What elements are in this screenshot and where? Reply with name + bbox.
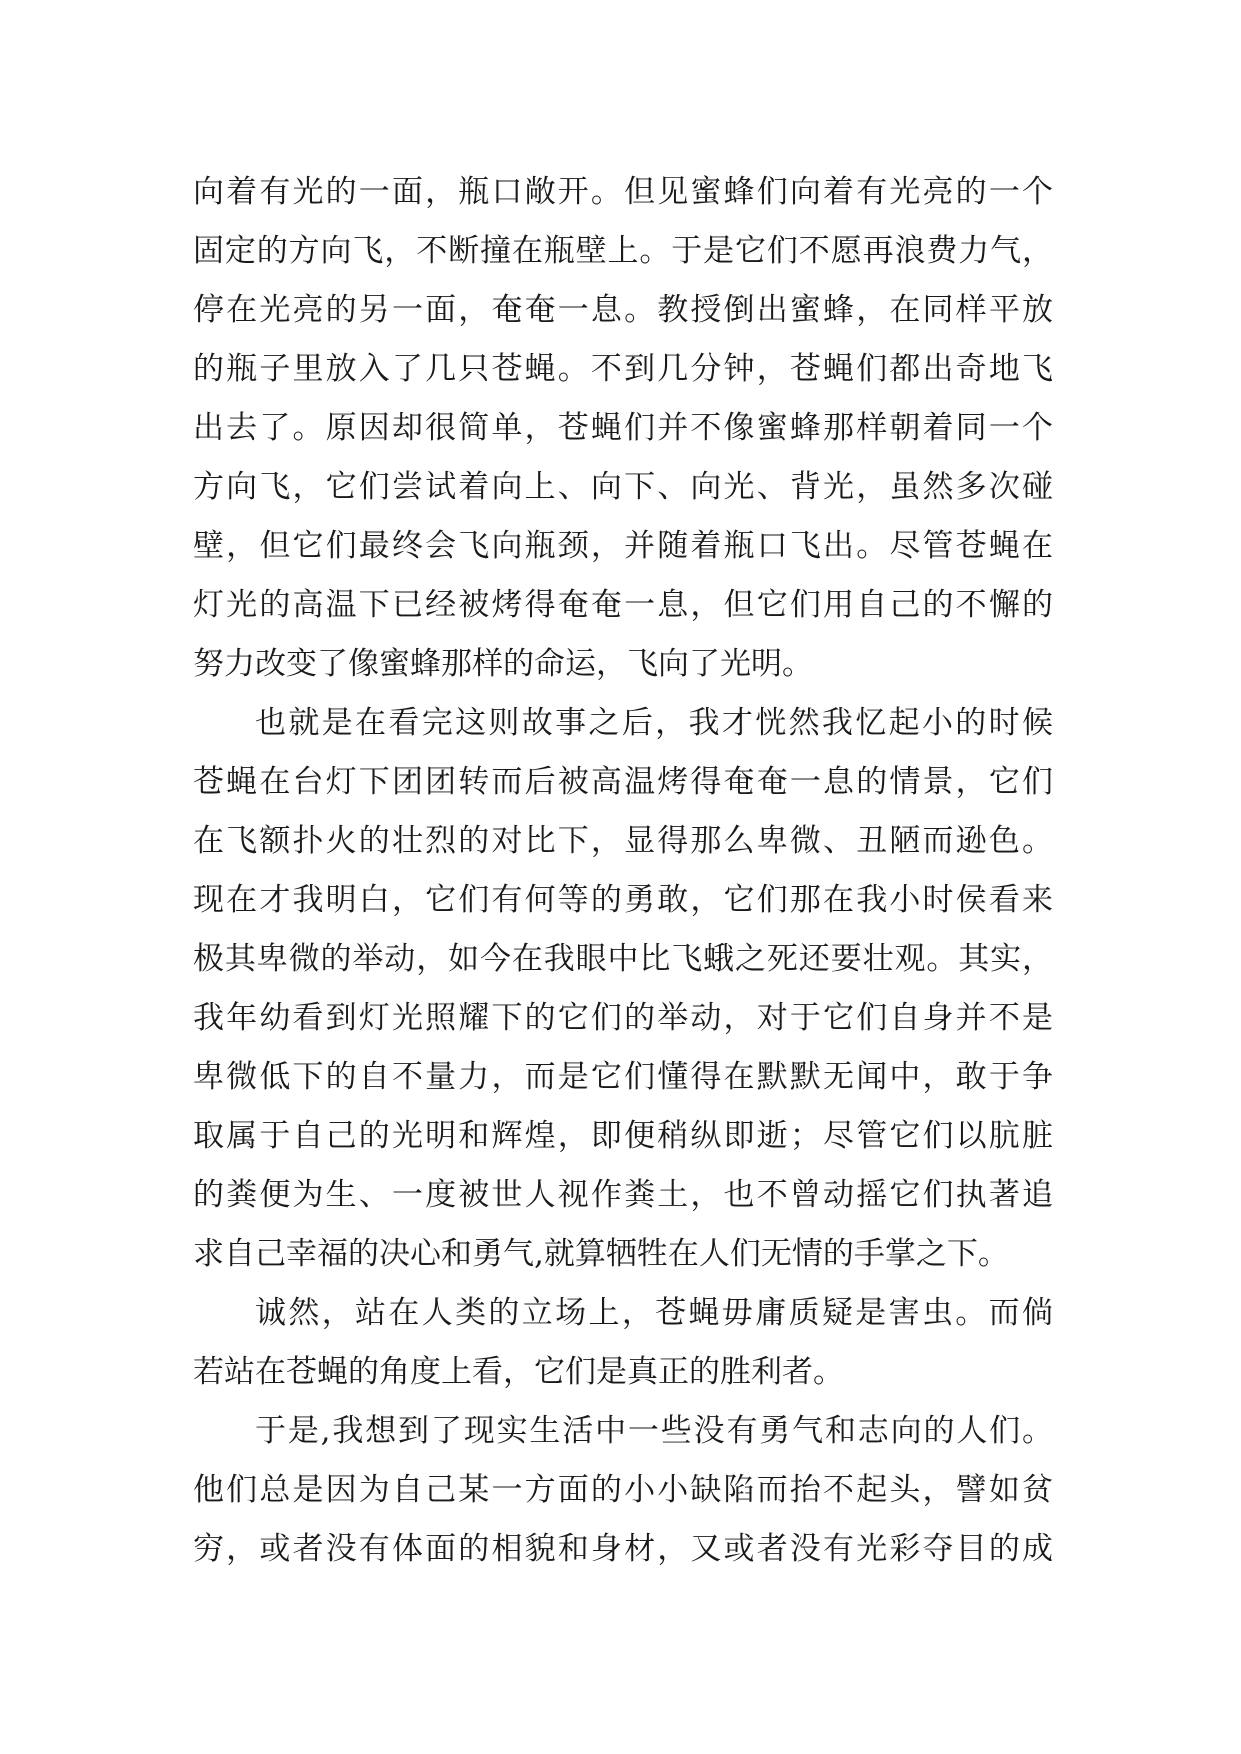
text-line: 也就是在看完这则故事之后，我才恍然我忆起小的时候 xyxy=(255,705,1053,741)
text-line: 出去了。原因却很简单，苍蝇们并不像蜜蜂那样朝着同一个 xyxy=(193,410,1053,446)
text-line: 极其卑微的举动，如今在我眼中比飞蛾之死还要壮观。其实， xyxy=(193,941,1053,977)
text-line: 方向飞，它们尝试着向上、向下、向光、背光，虽然多次碰 xyxy=(193,469,1053,505)
text-line: 努力改变了像蜜蜂那样的命运，飞向了光明。 xyxy=(193,646,813,682)
text-line: 固定的方向飞，不断撞在瓶壁上。于是它们不愿再浪费力气， xyxy=(193,233,1053,269)
paragraph-4 xyxy=(193,1402,1053,1579)
text-line: 穷，或者没有体面的相貌和身材，又或者没有光彩夺目的成 xyxy=(193,1531,1053,1567)
text-line: 在飞额扑火的壮烈的对比下，显得那么卑微、丑陋而逊色。 xyxy=(193,823,1053,859)
text-line: 卑微低下的自不量力，而是它们懂得在默默无闻中，敢于争 xyxy=(193,1059,1053,1095)
text-line: 取属于自己的光明和辉煌，即便稍纵即逝；尽管它们以肮脏 xyxy=(193,1118,1053,1154)
paragraph-2 xyxy=(193,694,1053,1284)
body-text xyxy=(193,163,1053,1579)
text-line: 灯光的高温下已经被烤得奄奄一息，但它们用自己的不懈的 xyxy=(193,587,1053,623)
text-line: 诚然，站在人类的立场上，苍蝇毋庸质疑是害虫。而倘 xyxy=(255,1295,1053,1331)
text-line: 苍蝇在台灯下团团转而后被高温烤得奄奄一息的情景，它们 xyxy=(193,764,1053,800)
text-line: 我年幼看到灯光照耀下的它们的举动，对于它们自身并不是 xyxy=(193,1000,1053,1036)
text-line: 向着有光的一面，瓶口敞开。但见蜜蜂们向着有光亮的一个 xyxy=(193,174,1053,210)
text-line: 若站在苍蝇的角度上看，它们是真正的胜利者。 xyxy=(193,1354,844,1390)
text-line: 停在光亮的另一面，奄奄一息。教授倒出蜜蜂，在同样平放 xyxy=(193,292,1053,328)
text-line: 求自己幸福的决心和勇气,就算牺牲在人们无情的手掌之下。 xyxy=(193,1236,1009,1272)
paragraph-1 xyxy=(193,163,1053,694)
text-line: 的瓶子里放入了几只苍蝇。不到几分钟，苍蝇们都出奇地飞 xyxy=(193,351,1053,387)
text-line: 的粪便为生、一度被世人视作粪土，也不曾动摇它们执著追 xyxy=(193,1177,1053,1213)
text-line: 他们总是因为自己某一方面的小小缺陷而抬不起头，譬如贫 xyxy=(193,1472,1053,1508)
paragraph-3 xyxy=(193,1284,1053,1402)
text-line: 于是,我想到了现实生活中一些没有勇气和志向的人们。 xyxy=(255,1413,1053,1449)
text-line: 壁，但它们最终会飞向瓶颈，并随着瓶口飞出。尽管苍蝇在 xyxy=(193,528,1053,564)
text-line: 现在才我明白，它们有何等的勇敢，它们那在我小时侯看来 xyxy=(193,882,1053,918)
